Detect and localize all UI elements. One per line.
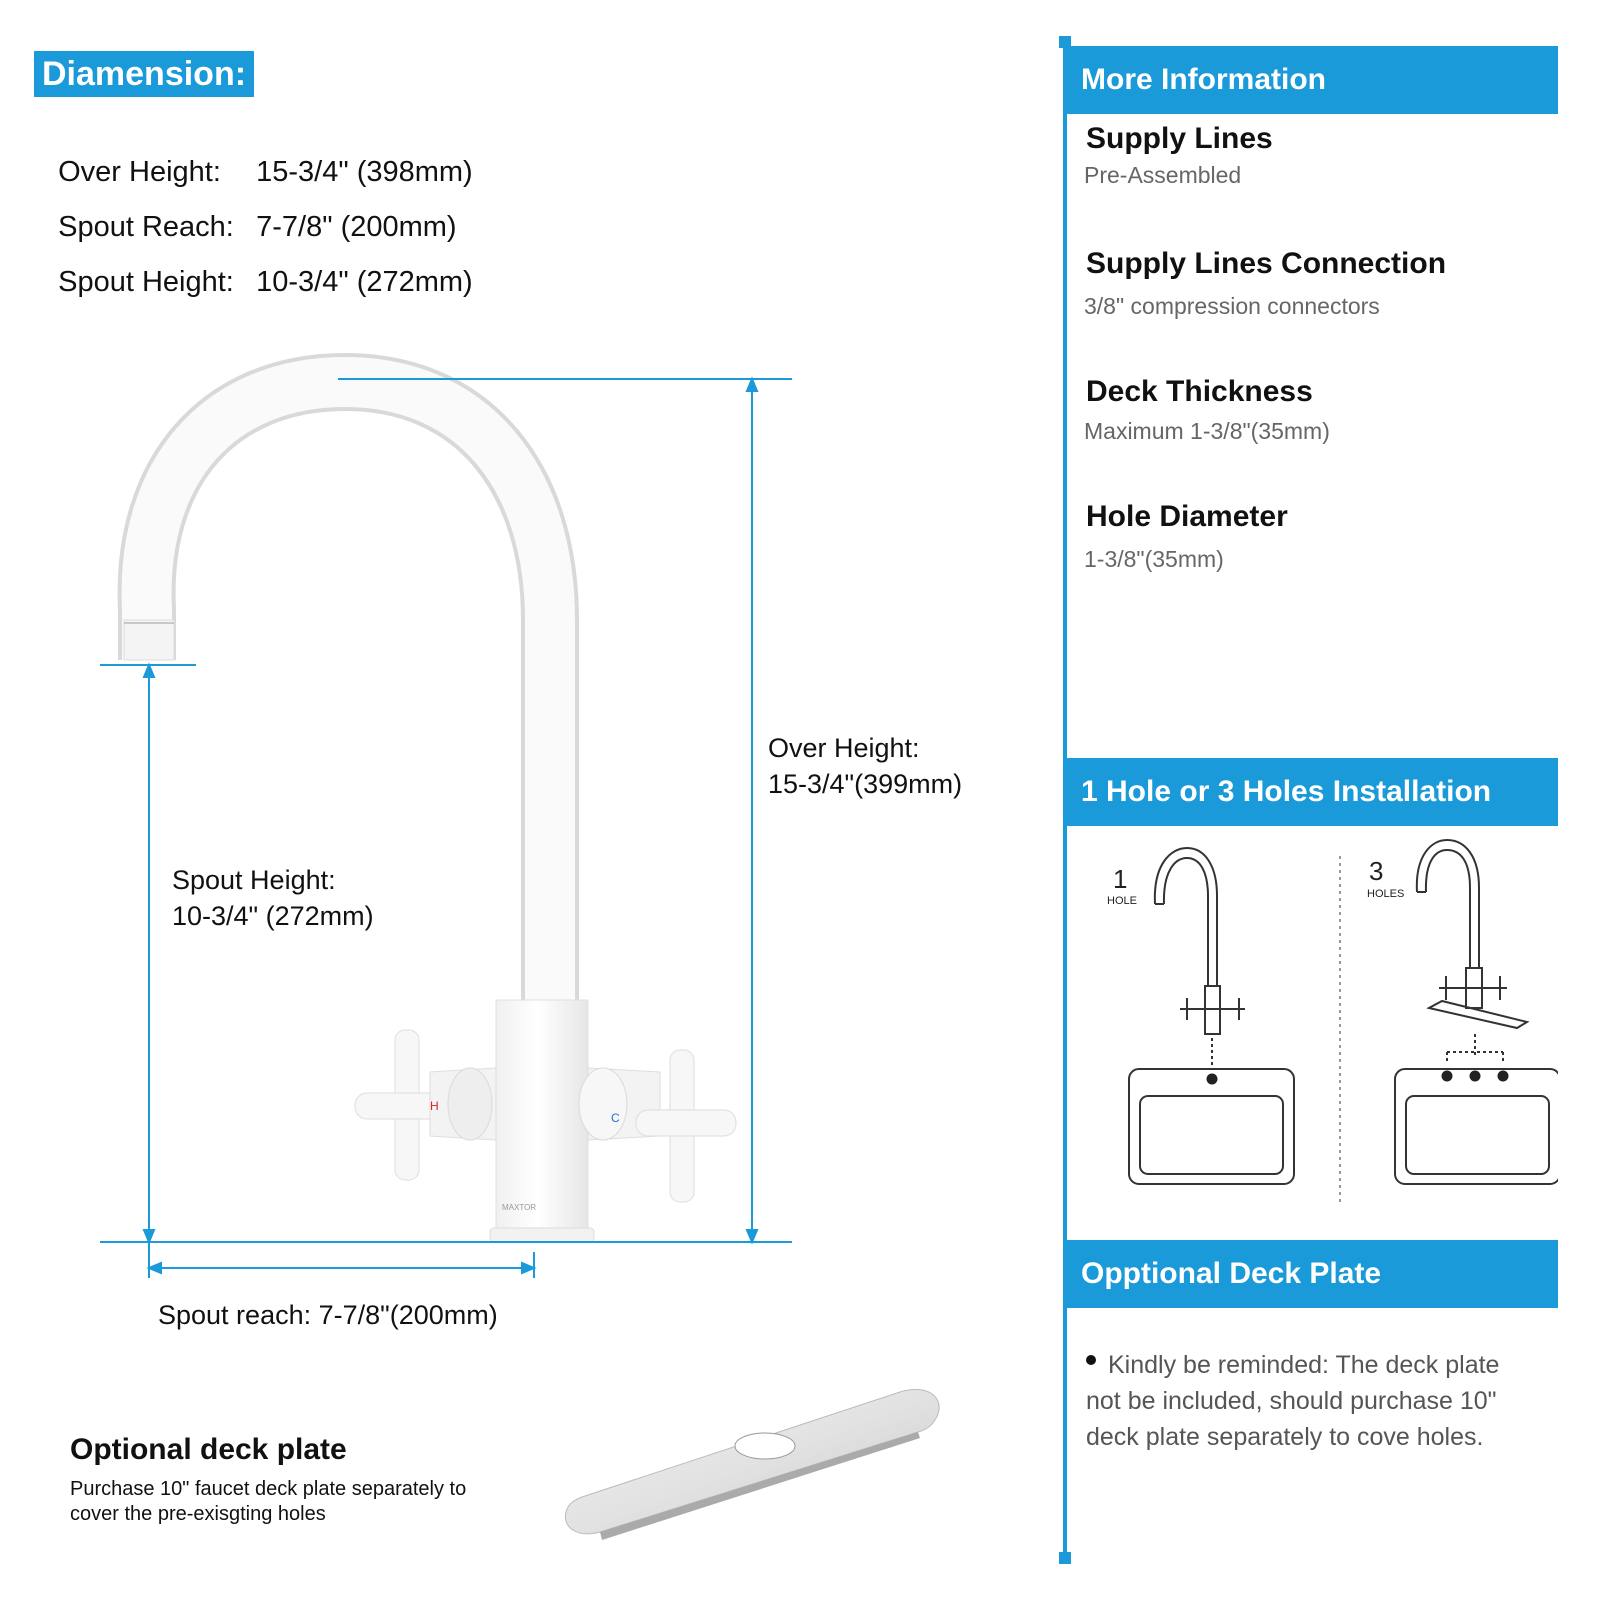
installation-diagram <box>1067 826 1558 1216</box>
dimension-label: Spout Reach: <box>58 211 234 243</box>
info-title-supply-lines: Supply Lines <box>1086 122 1273 155</box>
optional-plate-line: cover the pre-exisgting holes <box>70 1503 326 1525</box>
more-info-header: More Information <box>1067 46 1558 114</box>
three-holes-option <box>1395 840 1558 1184</box>
dimension-value: 15-3/4" (398mm) <box>256 156 473 188</box>
optional-plate-title: Optional deck plate <box>70 1433 347 1466</box>
note-line: not be included, should purchase 10" <box>1086 1387 1497 1415</box>
bullet-icon <box>1086 1355 1096 1365</box>
info-title-hole-diameter: Hole Diameter <box>1086 500 1288 533</box>
over-height-annotation <box>768 730 962 802</box>
one-hole-label: HOLE <box>1107 895 1137 907</box>
info-value-hole-diameter: 1-3/8"(35mm) <box>1084 546 1224 572</box>
installation-header: 1 Hole or 3 Holes Installation <box>1067 758 1558 826</box>
optional-plate-description <box>70 1477 510 1527</box>
over-height-label: Over Height: <box>768 733 920 763</box>
hot-marker: H <box>430 1099 439 1113</box>
optional-plate-line: Purchase 10" faucet deck plate separately to <box>70 1478 467 1500</box>
one-hole-option <box>1129 848 1294 1184</box>
spout-height-label: Spout Height: <box>172 865 336 895</box>
dimension-value: 7-7/8" (200mm) <box>256 211 457 243</box>
deck-plate-header: Opptional Deck Plate <box>1067 1240 1558 1308</box>
note-line: Kindly be reminded: The deck plate <box>1108 1351 1500 1379</box>
spout-height-annotation <box>172 862 374 934</box>
one-hole-number: 1 <box>1113 864 1128 894</box>
info-value-supply-lines: Pre-Assembled <box>1084 162 1242 188</box>
info-title-deck-thickness: Deck Thickness <box>1086 375 1313 408</box>
spout-reach-annotation: Spout reach: 7-7/8"(200mm) <box>158 1300 498 1330</box>
three-holes-label: HOLES <box>1367 888 1405 900</box>
dimension-label: Spout Height: <box>58 266 234 298</box>
sink-hole <box>1442 1071 1453 1082</box>
spout-height-value: 10-3/4" (272mm) <box>172 901 374 931</box>
dimension-label: Over Height: <box>58 156 221 188</box>
divider-cap-bottom <box>1059 1552 1071 1564</box>
cold-handle <box>579 1050 736 1202</box>
deck-plate-note <box>1086 1347 1546 1455</box>
sink-hole <box>1470 1071 1481 1082</box>
note-line: deck plate separately to cove holes. <box>1086 1423 1484 1451</box>
info-value-deck-thickness: Maximum 1-3/8"(35mm) <box>1084 418 1330 444</box>
sink-hole <box>1207 1074 1218 1085</box>
dimension-title: Diamension: <box>34 51 254 97</box>
brand-mark: MAXTOR <box>502 1203 537 1212</box>
hot-handle <box>355 1030 496 1180</box>
info-title-supply-connection: Supply Lines Connection <box>1086 247 1447 280</box>
sink-hole <box>1498 1071 1509 1082</box>
over-height-value: 15-3/4"(399mm) <box>768 769 963 799</box>
three-holes-number: 3 <box>1369 856 1384 886</box>
cold-marker: C <box>611 1111 620 1125</box>
dimension-value: 10-3/4" (272mm) <box>256 266 473 298</box>
info-value-supply-connection: 3/8" compression connectors <box>1084 293 1380 319</box>
deck-plate-illustration <box>565 1389 939 1540</box>
